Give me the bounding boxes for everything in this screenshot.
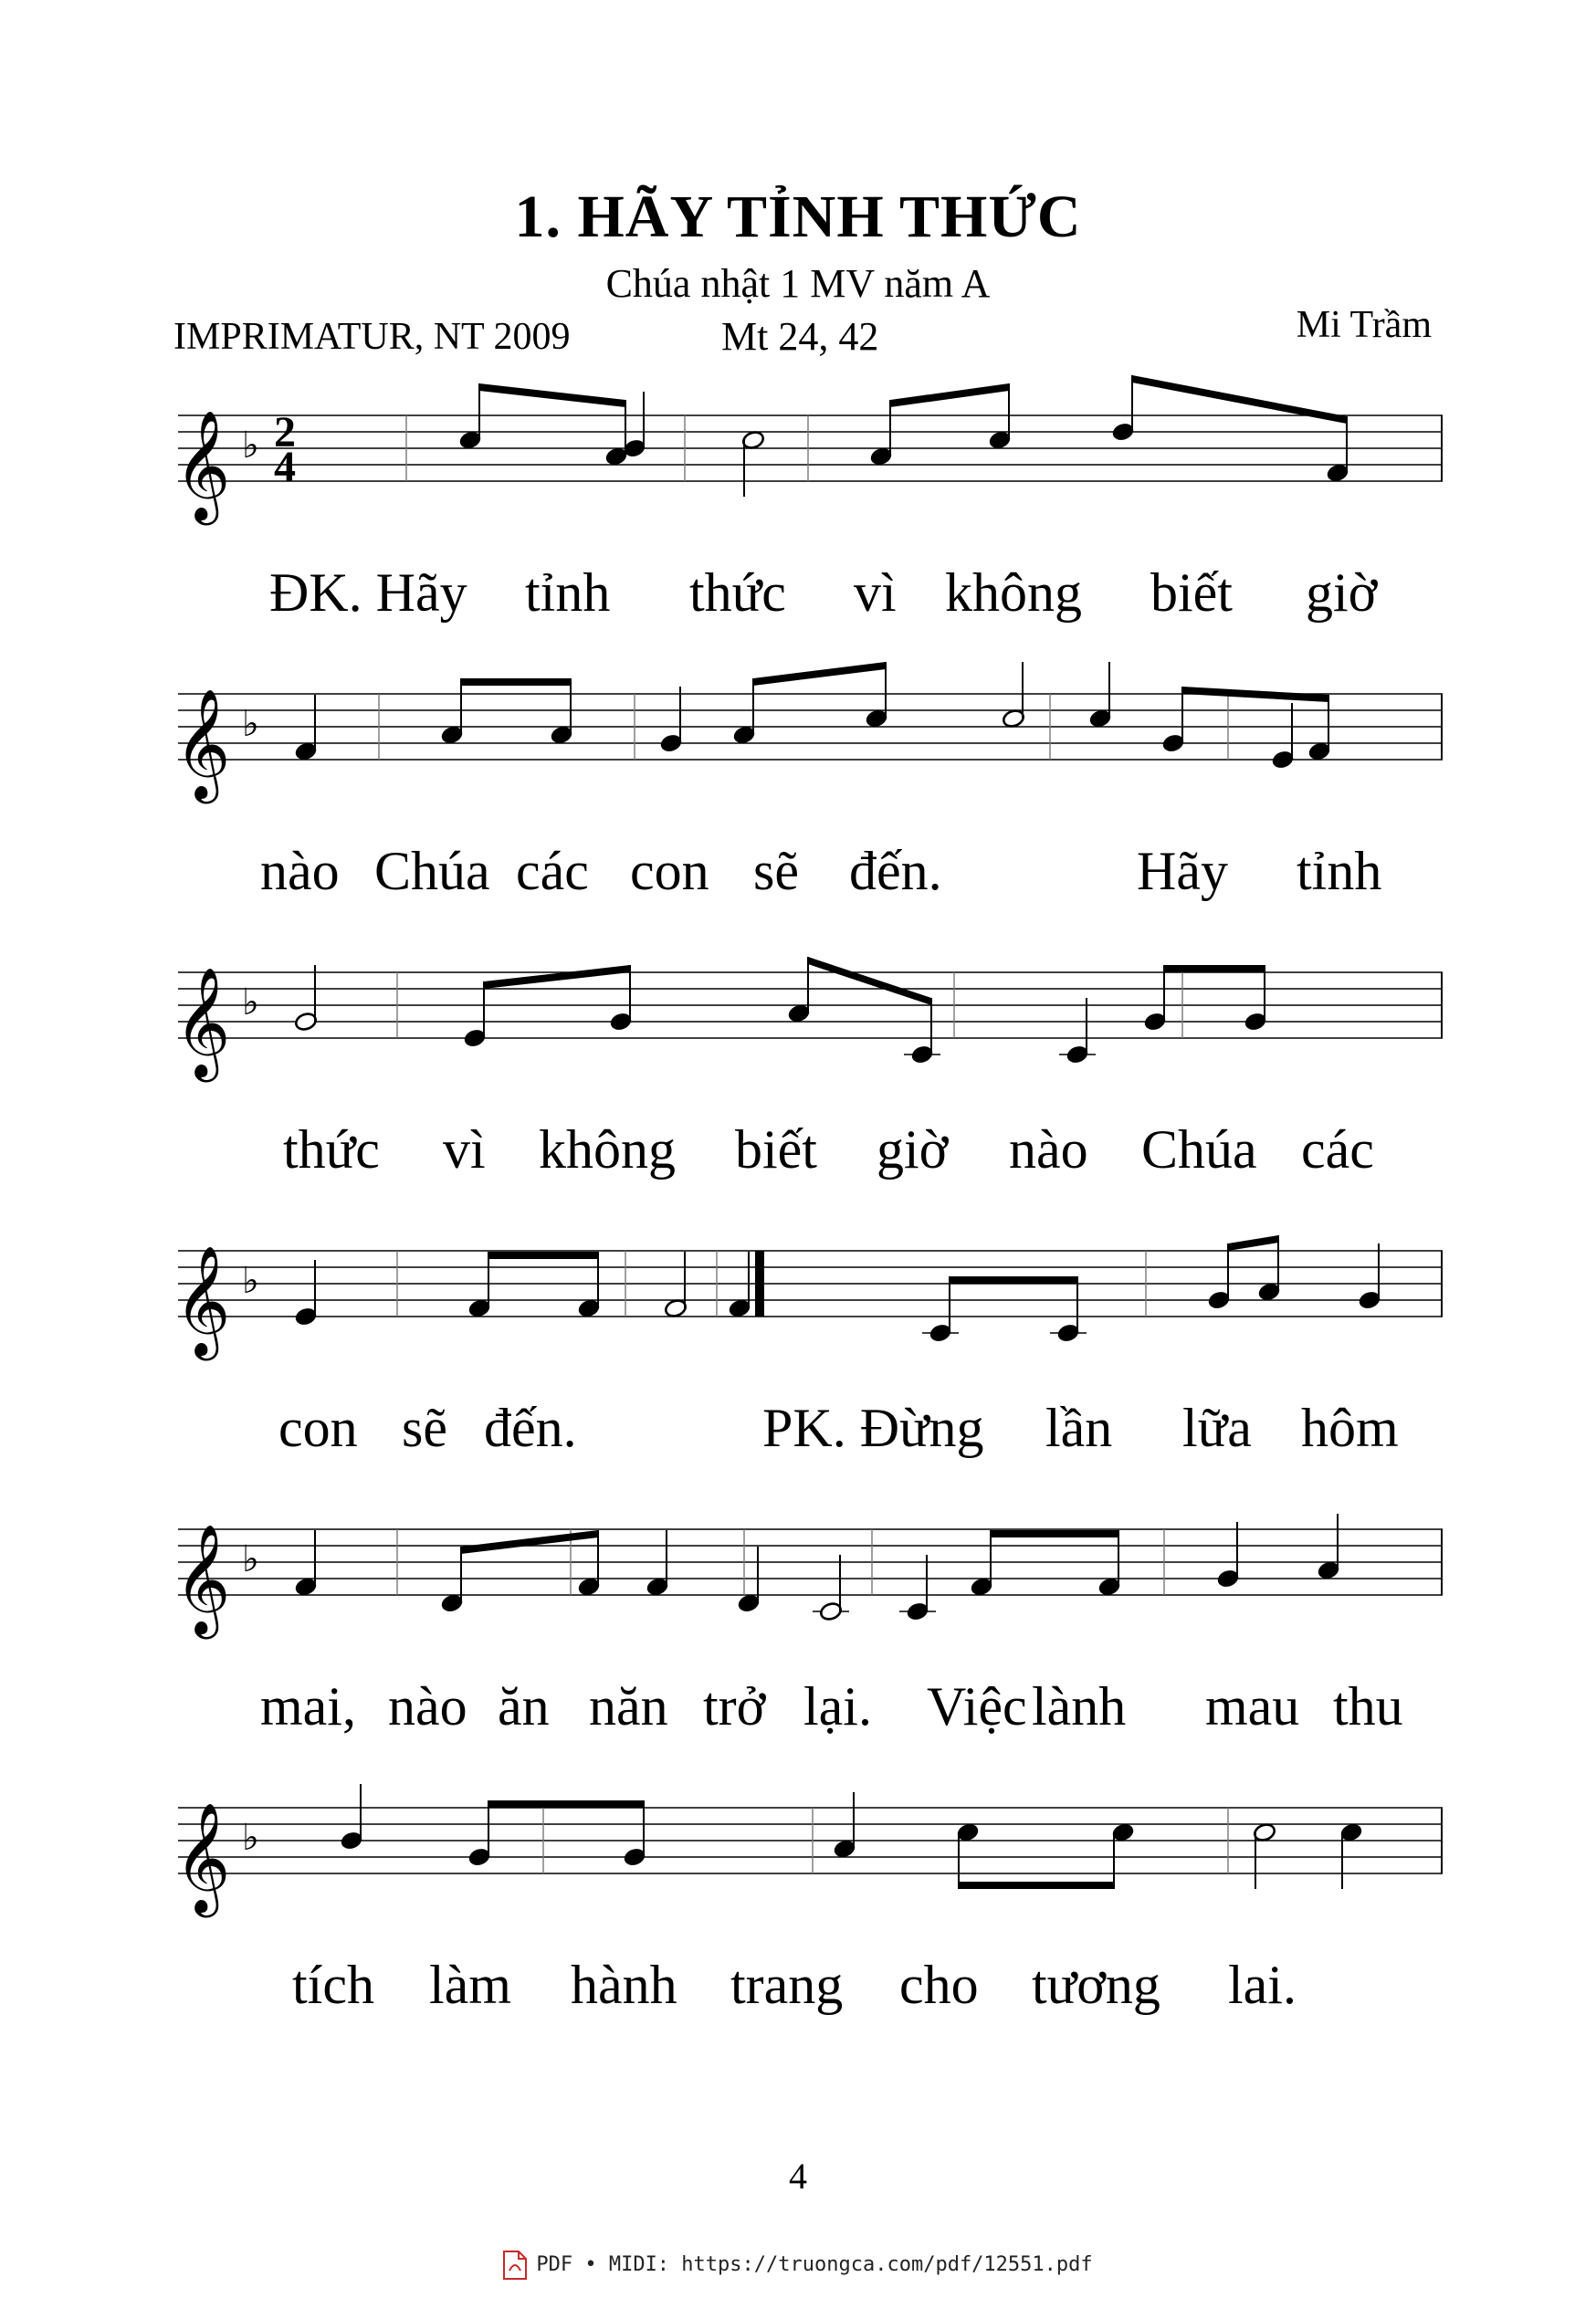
time-signature-top: 2 xyxy=(274,408,296,456)
lyric-word: lữa xyxy=(1182,1398,1252,1458)
music-staff-6 xyxy=(174,1771,1443,1913)
lyric-word: không xyxy=(539,1119,676,1180)
footer-link[interactable] xyxy=(0,2251,1596,2280)
lyric-word: con xyxy=(630,841,709,901)
double-barline xyxy=(755,1251,764,1317)
flat-icon: ♭ xyxy=(242,1538,259,1580)
scripture-reference: Mt 24, 42 xyxy=(721,314,879,359)
music-staff-2 xyxy=(174,657,1443,799)
lyric-word: tích xyxy=(292,1955,374,2015)
flat-icon: ♭ xyxy=(242,1817,259,1859)
note-beam xyxy=(1228,1235,1278,1251)
lyric-word: đến. xyxy=(849,841,942,901)
lyric-word: tỉnh xyxy=(525,562,611,623)
lyric-word: các xyxy=(1301,1119,1374,1180)
lyric-word: ăn xyxy=(498,1676,550,1737)
lyric-word: trang xyxy=(730,1955,844,2015)
note-beam xyxy=(959,1882,1114,1889)
treble-clef-icon: 𝄞 xyxy=(174,1801,231,1913)
lyric-word: Chúa xyxy=(374,841,490,901)
lyric-word: Chúa xyxy=(1141,1119,1257,1180)
lyric-word: biết xyxy=(735,1119,817,1180)
lyric-word: nào xyxy=(260,841,340,901)
lyric-word: nào xyxy=(1009,1119,1088,1180)
flat-icon: ♭ xyxy=(242,1260,259,1302)
note-beam xyxy=(484,965,630,989)
note-beam xyxy=(488,1252,598,1259)
note-beam xyxy=(479,383,625,407)
flat-icon: ♭ xyxy=(242,703,259,745)
lyric-word: nào xyxy=(388,1676,467,1737)
note-beam xyxy=(461,1530,598,1554)
lyric-word: mau xyxy=(1205,1676,1300,1737)
pdf-file-icon xyxy=(503,2251,527,2280)
lyric-word: con xyxy=(278,1398,358,1458)
treble-clef-icon: 𝄞 xyxy=(174,687,231,799)
lyric-word: Hãy xyxy=(1137,841,1228,901)
note-beam xyxy=(461,678,571,686)
treble-clef-icon: 𝄞 xyxy=(174,1523,231,1634)
lyric-word: sẽ xyxy=(402,1398,447,1458)
treble-clef-icon: 𝄞 xyxy=(174,409,231,520)
lyric-word: PK. Đừng xyxy=(762,1398,984,1458)
lyric-word: tỉnh xyxy=(1297,841,1382,901)
lyric-word: lai. xyxy=(1228,1955,1297,2015)
lyric-word: thức xyxy=(283,1119,380,1180)
lyric-word: ĐK. Hãy xyxy=(269,562,467,623)
lyric-word: thức xyxy=(689,562,786,623)
note-beam xyxy=(1164,965,1265,972)
lyric-word: lành xyxy=(1032,1676,1127,1737)
lyric-word: làm xyxy=(429,1955,511,2015)
flat-icon: ♭ xyxy=(242,425,259,467)
lyric-word: lần xyxy=(1045,1398,1113,1458)
note-beam xyxy=(991,1530,1118,1537)
note-beam xyxy=(488,1800,644,1808)
lyric-word: vì xyxy=(854,562,897,623)
lyric-word: giờ xyxy=(1306,562,1378,623)
note-beam xyxy=(808,957,931,1005)
lyric-word: trở xyxy=(703,1676,766,1737)
lyric-word: cho xyxy=(899,1955,979,2015)
note-beam xyxy=(950,1276,1077,1284)
treble-clef-icon: 𝄞 xyxy=(174,1244,231,1356)
note-beam xyxy=(1182,687,1328,702)
music-staff-5 xyxy=(174,1493,1443,1634)
lyric-word: sẽ xyxy=(753,841,799,901)
lyric-word: tương xyxy=(1032,1955,1160,2015)
lyric-word: biết xyxy=(1150,562,1233,623)
lyric-word: đến. xyxy=(484,1398,577,1458)
lyric-word: hôm xyxy=(1301,1398,1399,1458)
music-staff-4 xyxy=(174,1214,1443,1356)
flat-icon: ♭ xyxy=(242,981,259,1023)
composer: Mi Trầm xyxy=(1296,304,1432,346)
imprimatur: IMPRIMATUR, NT 2009 xyxy=(173,316,571,358)
lyric-word: mai, xyxy=(260,1676,356,1737)
time-signature-bottom: 4 xyxy=(274,443,296,491)
music-staff-1 xyxy=(174,379,1443,520)
lyric-word: hành xyxy=(571,1955,677,2015)
lyric-word: năn xyxy=(589,1676,668,1737)
lyric-word: lại. xyxy=(803,1676,872,1737)
song-subtitle: Chúa nhật 1 MV năm A xyxy=(605,261,991,306)
note-beam xyxy=(1132,375,1347,424)
note-beam xyxy=(753,662,886,686)
note-beam xyxy=(890,383,1009,407)
treble-clef-icon: 𝄞 xyxy=(174,966,231,1077)
lyric-word: không xyxy=(945,562,1082,623)
lyric-word: vì xyxy=(443,1119,486,1180)
page-number: 4 xyxy=(789,2156,807,2197)
lyric-word: các xyxy=(516,841,589,901)
footer-text: PDF • MIDI: https://truongca.com/pdf/12551.pdf xyxy=(536,2253,1093,2276)
lyric-word: Việc xyxy=(927,1676,1027,1737)
lyric-word: giờ xyxy=(877,1119,949,1180)
song-title: 1. HÃY TỈNH THỨC xyxy=(514,184,1082,250)
lyric-word: thu xyxy=(1333,1676,1403,1737)
music-staff-3 xyxy=(174,936,1443,1077)
